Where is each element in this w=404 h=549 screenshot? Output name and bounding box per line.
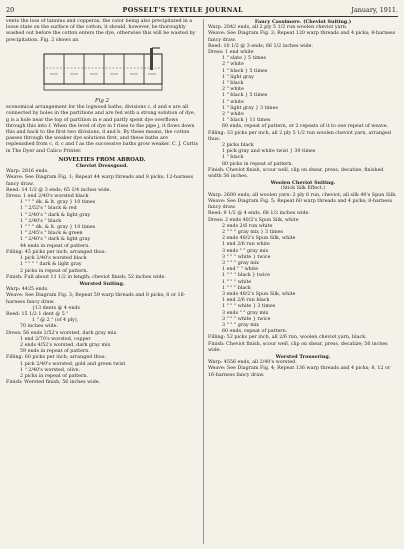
trousering-weave: Weave: See Diagram Fig. 4; Repeat 136 warp threads and 4 picks; 8, 12 or 16-harness fancy draw.	[208, 366, 391, 378]
filling-row: 2 picks black	[222, 143, 254, 149]
woolen-finish: Finish: Cheviot finish, scour well, clip on shear, press, decatize; 56 inches wide.	[208, 341, 388, 353]
suiting-finish: Finish: Worsted finish, 56 inches wide.	[6, 380, 101, 386]
dress-row: 3 ends 40/2's Spun Silk, white	[222, 291, 296, 297]
dress-row: 2 ends 2/6 run white	[222, 223, 273, 229]
dress-row: 3 " " " white } twice	[222, 316, 271, 322]
dress-row: 1 " 2/40's " dark & light gray	[20, 237, 91, 243]
suiting-filling: Filling: 60 picks per inch; arranged thus:	[6, 355, 106, 361]
filling-row: 1 " black	[222, 155, 244, 161]
suiting-weave: Weave: See Diagram Fig. 3; Repeat 59 warp threads and 8 picks; 8 or 16-harness fancy draw.	[6, 293, 186, 305]
dress-row: 1 " black } 5 times	[222, 68, 268, 74]
dress-row: 1 " light gray	[222, 74, 254, 80]
dress-row: Dress: 2 ends 40/2's Spun Silk, white	[208, 217, 299, 223]
filling-row: 1 pick 2/40's worsted black	[20, 256, 87, 262]
reed-row: Reed: 15 1/2 1 dent @ 5 "	[6, 311, 69, 317]
issue-date: January, 1911.	[351, 6, 398, 14]
dress-row: 1 end " " white	[222, 267, 259, 273]
cassimere-finish: Finish: Cheviot finish, scour well, clip on shear, press, decatize, finished width 56 inches.	[208, 167, 384, 180]
dress-row: 1 " " " white } 3 times	[222, 304, 276, 310]
header-rule	[6, 16, 398, 17]
dress-row: 3 ends " " gray mix	[222, 248, 269, 254]
dress-row: 3 " " " gray mix	[222, 322, 260, 328]
cheviot-finish: Finish: Full about 11 1/2 in length; cheviot finish; 52 inches wide.	[6, 274, 166, 280]
dress-row: 1 " black	[222, 81, 244, 87]
dress-row: 1 " 2/52's " black & red	[20, 206, 77, 212]
dress-row: Dress: 1 end 2/40's worsted black	[6, 194, 89, 200]
dress-row: 3 ends " " gray mix	[222, 310, 269, 316]
dress-row: 1 " black } 11 times	[222, 118, 271, 124]
cassimere-reed: Reed: 10 1/2 @ 3 ends; 66 1/2 inches wide.	[208, 43, 314, 49]
cheviot-filling: Filling: 45 picks per inch; arranged thus:	[6, 249, 106, 255]
suiting-warp: Warp: 4425 ends.	[6, 287, 49, 293]
column-divider	[203, 19, 204, 544]
dress-row: 1 " white	[222, 99, 244, 105]
cassimere-weave: Weave: See Diagram Fig. 2; Repeat 120 warp threads and 4 picks; 8-harness fancy draw.	[208, 31, 396, 43]
dress-row: 1 " " " dk. & lt. gray } 10 times	[20, 200, 96, 206]
repeat-note: 44 ends in repeat of pattern.	[20, 243, 90, 249]
repeat-note: 60 ends, repeat of pattern, or 2 repeats of it to one repeat of weave.	[222, 124, 389, 130]
dress-row: Dress: 56 ends 2/52's worsted, dark gray mix	[6, 330, 117, 336]
dress-row: 1 " 2/40's " dark & light gray	[20, 212, 91, 218]
cassimere-title: Fancy Cassimere. (Cheviot Suiting.)	[254, 19, 352, 25]
filling-row: 1 pick 2/40's worsted, gold and green twist	[20, 361, 126, 367]
cassimere-filling: Filling: 33 picks per inch, all 2 ply 5 1/2 run woolen cheviot yarn, arranged thus:	[208, 130, 391, 142]
woolen-title: Woolen Cheviot Suiting.	[270, 180, 336, 187]
logwood-bath-figure	[42, 46, 166, 94]
dress-row: 2 " white	[222, 62, 244, 68]
repeat-note: 59 ends in repeat of pattern.	[20, 349, 90, 355]
dress-row: 1 end 2/6 run white	[222, 242, 270, 248]
journal-title: POSSELT'S TEXTILE JOURNAL	[122, 6, 244, 14]
dress-row: Dress: 1 end white	[208, 50, 254, 56]
woolen-filling: Filling: 52 picks per inch, all 2/6 run, woolen cheviot yarn, black.	[208, 335, 367, 341]
dress-row: 2 " white	[222, 112, 244, 118]
right-column	[208, 19, 398, 379]
dress-row: 1 " black } 5 times	[222, 93, 268, 99]
trousering-warp: Warp: 4556 ends, all 2/40's worsted.	[208, 360, 297, 366]
filling-row: 1 pick gray and white twist } 39 times	[222, 149, 316, 155]
figure-description: economical arrangement for the logwood baths; divisions c, d and e are all connected by holes in the partitions and are fed with a strong solution of dye, g is a hole near the top of partition in e and partly spent dye overflows through this into f. When the level of dye in f rises to the pipe j, it flows down this and back to the first two divisions, d and b. By these means, the cotton passes through the weaker dye solutions first, and these baths are replenished from c, d, c and f as the successive baths grow weaker. C. J. Curtis in The Dyer and Calico Printer.	[6, 105, 198, 154]
woolen-subtitle: (Stick Silk Effect.)	[280, 186, 326, 192]
cheviot-reed: Reed: 14 1/2 @ 3 ends; 65 1/4 inches wide.	[6, 187, 112, 193]
cheviot-warp: Warp: 2816 ends.	[6, 169, 49, 175]
intro-paragraph: vents the loss of tannins and copperas, the color being also precipitated in a loose state on the surface of the cotton; it should, however, be thoroughly washed out before the cotton enters the dye, otherwise this will be wasted by precipitation. Fig. 2 shows an	[6, 19, 196, 43]
repeat-note: 80 picks in repeat of pattern.	[222, 161, 294, 167]
woolen-reed: Reed: 9 1/2 @ 4 ends, 68 1/2 inches wide.	[208, 211, 310, 217]
dress-row: 1 end 2/6 run black	[222, 298, 270, 304]
repeat-note: 2 picks in repeat of pattern.	[20, 373, 88, 379]
dress-row: 3 " " " gray mix	[222, 260, 260, 266]
trousering-title: Worsted Trousering.	[275, 353, 331, 360]
page-number: 20	[6, 6, 15, 14]
reed-row: 70 inches wide.	[20, 324, 58, 330]
reed-row: 1 " @ 2 " (of 4 ply),	[32, 318, 79, 324]
dress-row: 2 " " " gray mix } 3 times	[222, 229, 284, 235]
dress-row: 1 " 2/40's " black	[20, 218, 62, 224]
woolen-warp: Warp: 2600 ends; all woolen yarn: 2 ply 6 run, cheviot; all silk 40's Spun Silk.	[208, 192, 397, 198]
left-column	[6, 19, 198, 386]
dress-row: 1 end 2/70's worsted, copper	[20, 336, 91, 342]
repeat-note: 60 ends, repeat of pattern.	[222, 329, 288, 335]
cheviot-title: Cheviot Dressgood.	[76, 163, 128, 170]
dress-row: 2 ends 40/2's Spun Silk, white	[222, 236, 296, 242]
repeat-note: 2 picks in repeat of pattern.	[20, 268, 88, 274]
dress-row: 2 ends 4/52's worsted, dark gray mix	[20, 342, 111, 348]
page-header	[6, 4, 398, 16]
dress-row: 1 " " " white	[222, 279, 252, 285]
filling-row: 1 " " " " dark & light gray	[20, 262, 82, 268]
dress-row: 1 " slate } 5 times	[222, 56, 266, 62]
reed-row: {13 dents @ 4 ends	[32, 305, 80, 311]
dress-row: 3 " " " white } twice	[222, 254, 271, 260]
woolen-weave: Weave: See Diagram Fig. 5; Repeat 60 warp threads and 4 picks; 8-harness fancy draw.	[208, 198, 393, 211]
dress-row: 1 " " " dk. & lt. gray } 10 times	[20, 225, 96, 231]
dress-row: 1 " " " black	[222, 285, 251, 291]
dress-row: 1 " light gray } 3 times	[222, 105, 278, 111]
figure-caption: Fig 2	[94, 98, 110, 105]
dress-row: 2 " white	[222, 87, 244, 93]
dress-row: 1 " " " black } twice	[222, 273, 271, 279]
dress-row: 1 " 2/45's " black & green	[20, 231, 83, 237]
filling-row: 1 " 2/40's worsted, olive.	[20, 367, 81, 373]
section-heading: NOVELTIES FROM ABROAD.	[58, 156, 146, 163]
suiting-title: Worsted Suiting.	[79, 280, 125, 287]
cassimere-warp: Warp: 2042 ends, all 2 ply 5 1/2 run woolen cheviot yarn.	[208, 25, 348, 31]
cheviot-weave: Weave: See Diagram Fig. 1; Repeat 44 warp threads and 8 picks; 12-harness fancy draw.	[6, 175, 194, 187]
